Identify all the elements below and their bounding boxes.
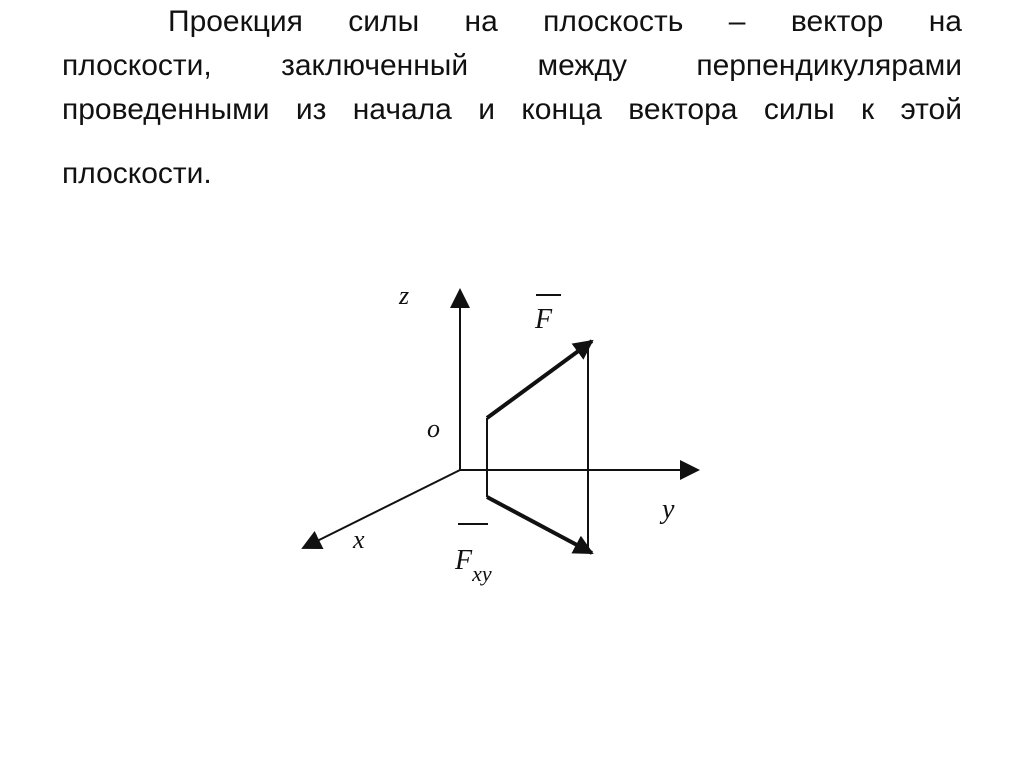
- x-axis-label: x: [353, 525, 365, 554]
- y-axis-label: y: [662, 494, 675, 525]
- x-axis: [303, 470, 460, 548]
- projection-label-subscript: xy: [472, 561, 492, 586]
- force-vector: [487, 341, 592, 418]
- projection-label: [454, 545, 492, 586]
- force-label: F: [535, 304, 553, 335]
- projection-label-symbol: F: [455, 545, 473, 576]
- definition-line-1: Проекция силы на плоскость – вектор на: [168, 5, 962, 38]
- definition-line-4: плоскости.: [62, 157, 212, 190]
- projection-vector: [487, 497, 592, 553]
- definition-line-3: проведенными из начала и конца вектора силы к этой: [62, 93, 962, 126]
- origin-label: o: [427, 414, 440, 443]
- z-axis-label: z: [399, 281, 410, 310]
- definition-line-2: плоскости, заключенный между перпендикулярами: [62, 49, 962, 82]
